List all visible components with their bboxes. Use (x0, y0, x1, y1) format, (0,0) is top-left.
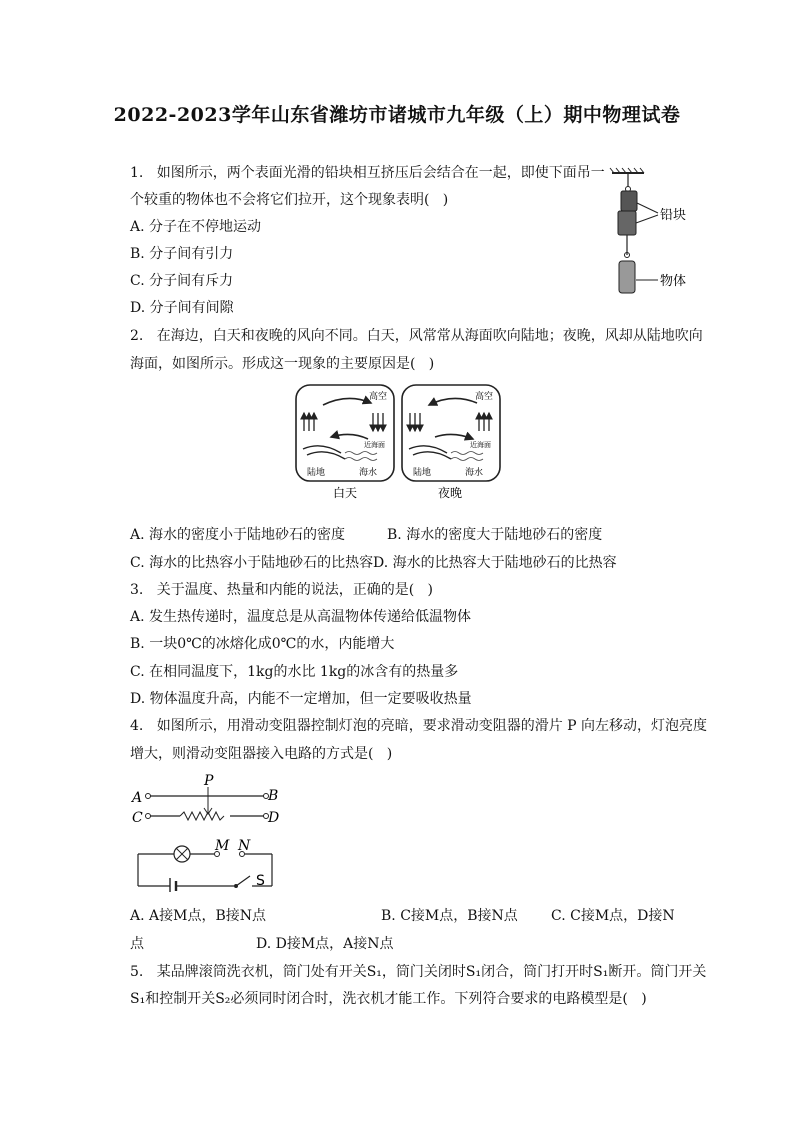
svg-text:高空: 高空 (475, 392, 494, 402)
question-1-option-a: A. 分子在不停地运动 (130, 219, 262, 235)
svg-text:S: S (256, 873, 265, 889)
svg-text:B: B (268, 788, 279, 804)
svg-text:陆地: 陆地 (413, 468, 432, 478)
question-2-line-2: 海面，如图所示。形成这一现象的主要原因是( ) (130, 356, 435, 372)
question-4-line-2: 增大，则滑动变阻器接入电路的方式是( ) (130, 746, 393, 762)
question-5-line-1: 5. 某品牌滚筒洗衣机，筒门处有开关S₁，筒门关闭时S₁闭合，筒门打开时S₁断开。筒门开关 (130, 964, 707, 980)
caption-day: 白天 (333, 486, 358, 500)
svg-text:P: P (204, 773, 214, 789)
question-4-line-1: 4. 如图所示，用滑动变阻器控制灯泡的亮暗，要求滑动变阻器的滑片 P 向左移动，灯泡亮度 (130, 718, 708, 734)
question-4-option-c: C. C接M点，D接N (551, 908, 675, 924)
question-4-option-d: D. D接M点，A接N点 (256, 936, 394, 952)
svg-text:M: M (215, 838, 230, 854)
question-3-option-d: D. 物体温度升高，内能不一定增加，但一定要吸收热量 (130, 691, 472, 707)
question-4-option-b: B. C接M点，B接N点 (381, 908, 518, 924)
svg-text:A: A (132, 790, 143, 806)
object-label: 物体 (660, 274, 687, 289)
svg-text:D: D (268, 810, 280, 826)
question-2-option-a: A. 海水的密度小于陆地砂石的密度 (130, 527, 346, 543)
question-2-option-b: B. 海水的密度大于陆地砂石的密度 (387, 527, 603, 543)
lead-blocks-figure (600, 165, 700, 305)
sea-breeze-figure (293, 383, 503, 501)
question-2-option-d: D. 海水的比热容大于陆地砂石的比热容 (373, 555, 617, 571)
svg-text:N: N (238, 838, 251, 854)
svg-text:C: C (132, 810, 143, 826)
rheostat-circuit-figure (130, 772, 290, 892)
question-3-line-1: 3. 关于温度、热量和内能的说法，正确的是( ) (130, 582, 433, 598)
question-3-option-b: B. 一块0℃的冰熔化成0℃的水，内能增大 (130, 636, 395, 652)
question-4-option-c-cont: 点 (130, 936, 144, 952)
svg-text:陆地: 陆地 (307, 468, 326, 478)
page-title: 2022-2023学年山东省潍坊市诸城市九年级（上）期中物理试卷 (113, 104, 681, 126)
svg-text:海水: 海水 (359, 468, 378, 478)
question-3-option-c: C. 在相同温度下，1kg的水比 1kg的冰含有的热量多 (130, 664, 459, 680)
question-1-option-d: D. 分子间有间隙 (130, 300, 234, 316)
question-3-option-a: A. 发生热传递时，温度总是从高温物体传递给低温物体 (130, 609, 472, 625)
question-1-line-2: 个较重的物体也不会将它们拉开，这个现象表明( ) (130, 192, 449, 208)
question-5-line-2: S₁和控制开关S₂必须同时闭合时，洗衣机才能工作。下列符合要求的电路模型是( ) (130, 991, 647, 1007)
svg-text:高空: 高空 (369, 392, 388, 402)
question-1-option-b: B. 分子间有引力 (130, 246, 234, 262)
question-2-line-1: 2. 在海边，白天和夜晚的风向不同。白天，风常常从海面吹向陆地；夜晚，风却从陆地吹向 (130, 328, 703, 344)
svg-text:近海面: 近海面 (364, 441, 385, 449)
svg-text:近海面: 近海面 (470, 441, 491, 449)
svg-text:海水: 海水 (465, 468, 484, 478)
question-2-option-c: C. 海水的比热容小于陆地砂石的比热容 (130, 555, 374, 571)
lead-block-label: 铅块 (660, 208, 687, 223)
question-1-option-c: C. 分子间有斥力 (130, 273, 234, 289)
question-1-line-1: 1. 如图所示，两个表面光滑的铅块相互挤压后会结合在一起，即使下面吊一 (130, 165, 605, 181)
caption-night: 夜晚 (438, 486, 463, 500)
question-4-option-a: A. A接M点，B接N点 (130, 908, 266, 924)
